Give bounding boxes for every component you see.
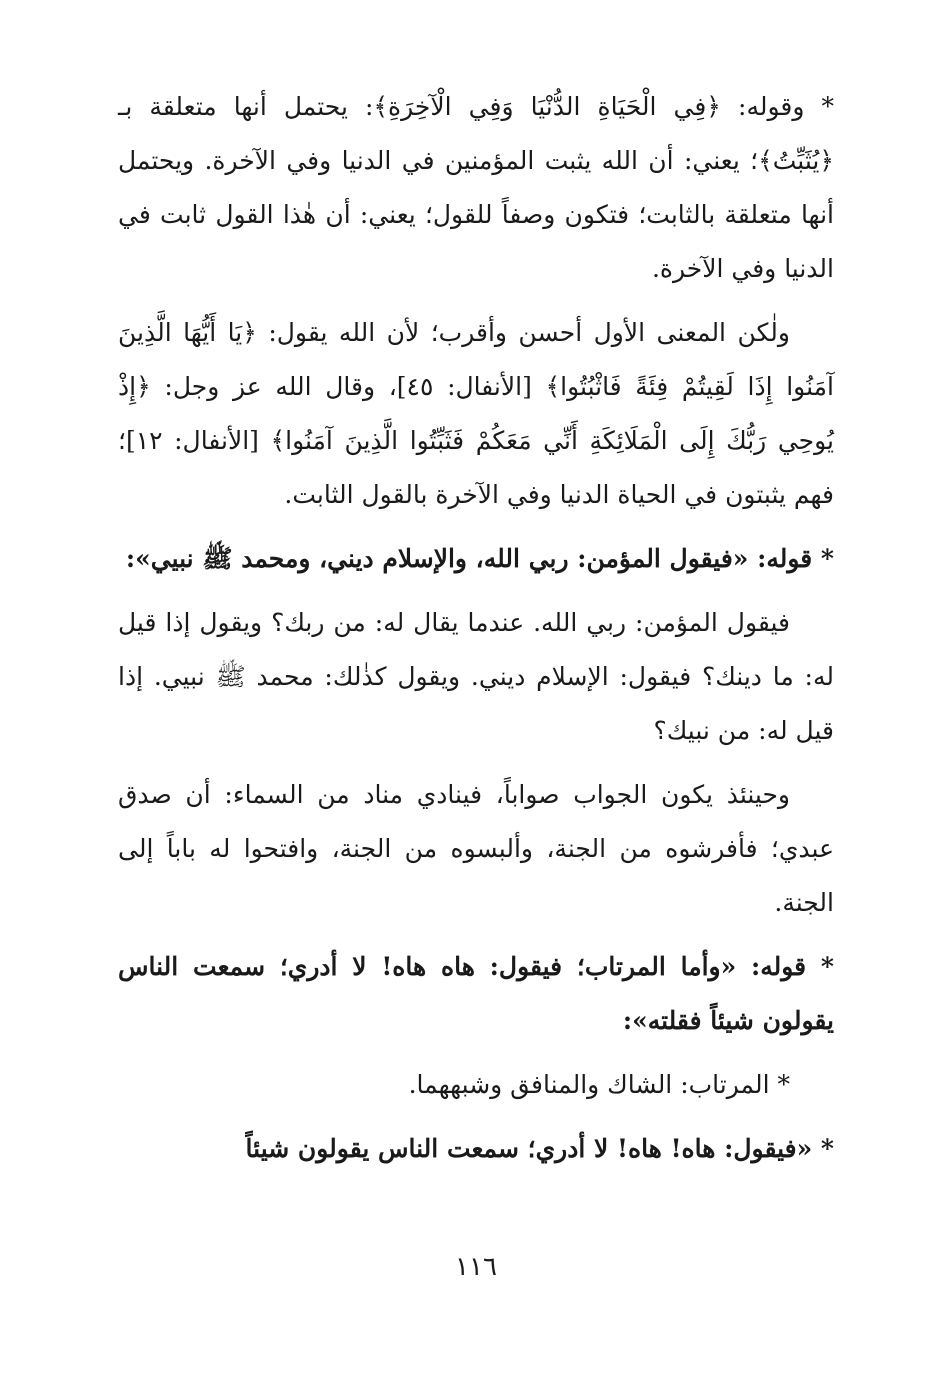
paragraph-doubter-definition: * المرتاب: الشاك والمنافق وشبههما. xyxy=(408,1070,790,1099)
page-body xyxy=(118,80,834,1186)
paragraph-doubter-quote: * قوله: «وأما المرتاب؛ فيقول: هاه هاه! لا أدري؛ سمعت الناس يقولون شيئاً فقلته»: xyxy=(118,952,834,1035)
page-number: ١١٦ xyxy=(455,1252,497,1282)
paragraph-correct-answer: وحينئذ يكون الجواب صواباً، فينادي مناد من السماء: أن صدق عبدي؛ فأفرشوه من الجنة، وألبسوه من الجنة، وافتحوا له باباً إلى الجنة. xyxy=(118,780,834,917)
paragraph-doubter-continued: * «فيقول: هاه! هاه! لا أدري؛ سمعت الناس يقولون شيئاً xyxy=(245,1134,834,1163)
paragraph-believer-answers: فيقول المؤمن: ربي الله. عندما يقال له: من ربك؟ ويقول إذا قيل له: ما دينك؟ فيقول: الإسلام ديني. ويقول كذٰلك: محمد ﷺ نبيي. إذا قيل له: من نبيك؟ xyxy=(118,608,834,745)
paragraph-first-meaning: ولٰكن المعنى الأول أحسن وأقرب؛ لأن الله يقول: ﴿يَا أَيُّهَا الَّذِينَ آمَنُوا إِذَا لَقِيتُمْ فِئَةً فَاثْبُتُوا﴾ [الأنفال: ٤٥]، وقال الله عز وجل: ﴿إِذْ يُوحِي رَبُّكَ إِلَى الْمَلَائِكَةِ أَنِّي مَعَكُمْ فَثَبِّتُوا الَّذِينَ آمَنُوا﴾ [الأنفال: ١٢]؛ فهم يثبتون في الحياة الدنيا وفي الآخرة بالقول الثابت. xyxy=(118,318,834,509)
paragraph-believer-quote: * قوله: «فيقول المؤمن: ربي الله، والإسلام ديني، ومحمد ﷺ نبيي»: xyxy=(125,544,834,573)
paragraph-verse-explanation: * وقوله: ﴿فِي الْحَيَاةِ الدُّنْيَا وَفِي الْآخِرَةِ﴾: يحتمل أنها متعلقة بـ ﴿يُثَبِّتُ﴾؛ يعني: أن الله يثبت المؤمنين في الدنيا وفي الآخرة. ويحتمل أنها متعلقة بالثابت؛ فتكون وصفاً للقول؛ يعني: أن هٰذا القول ثابت في الدنيا وفي الآخرة. xyxy=(118,92,834,283)
